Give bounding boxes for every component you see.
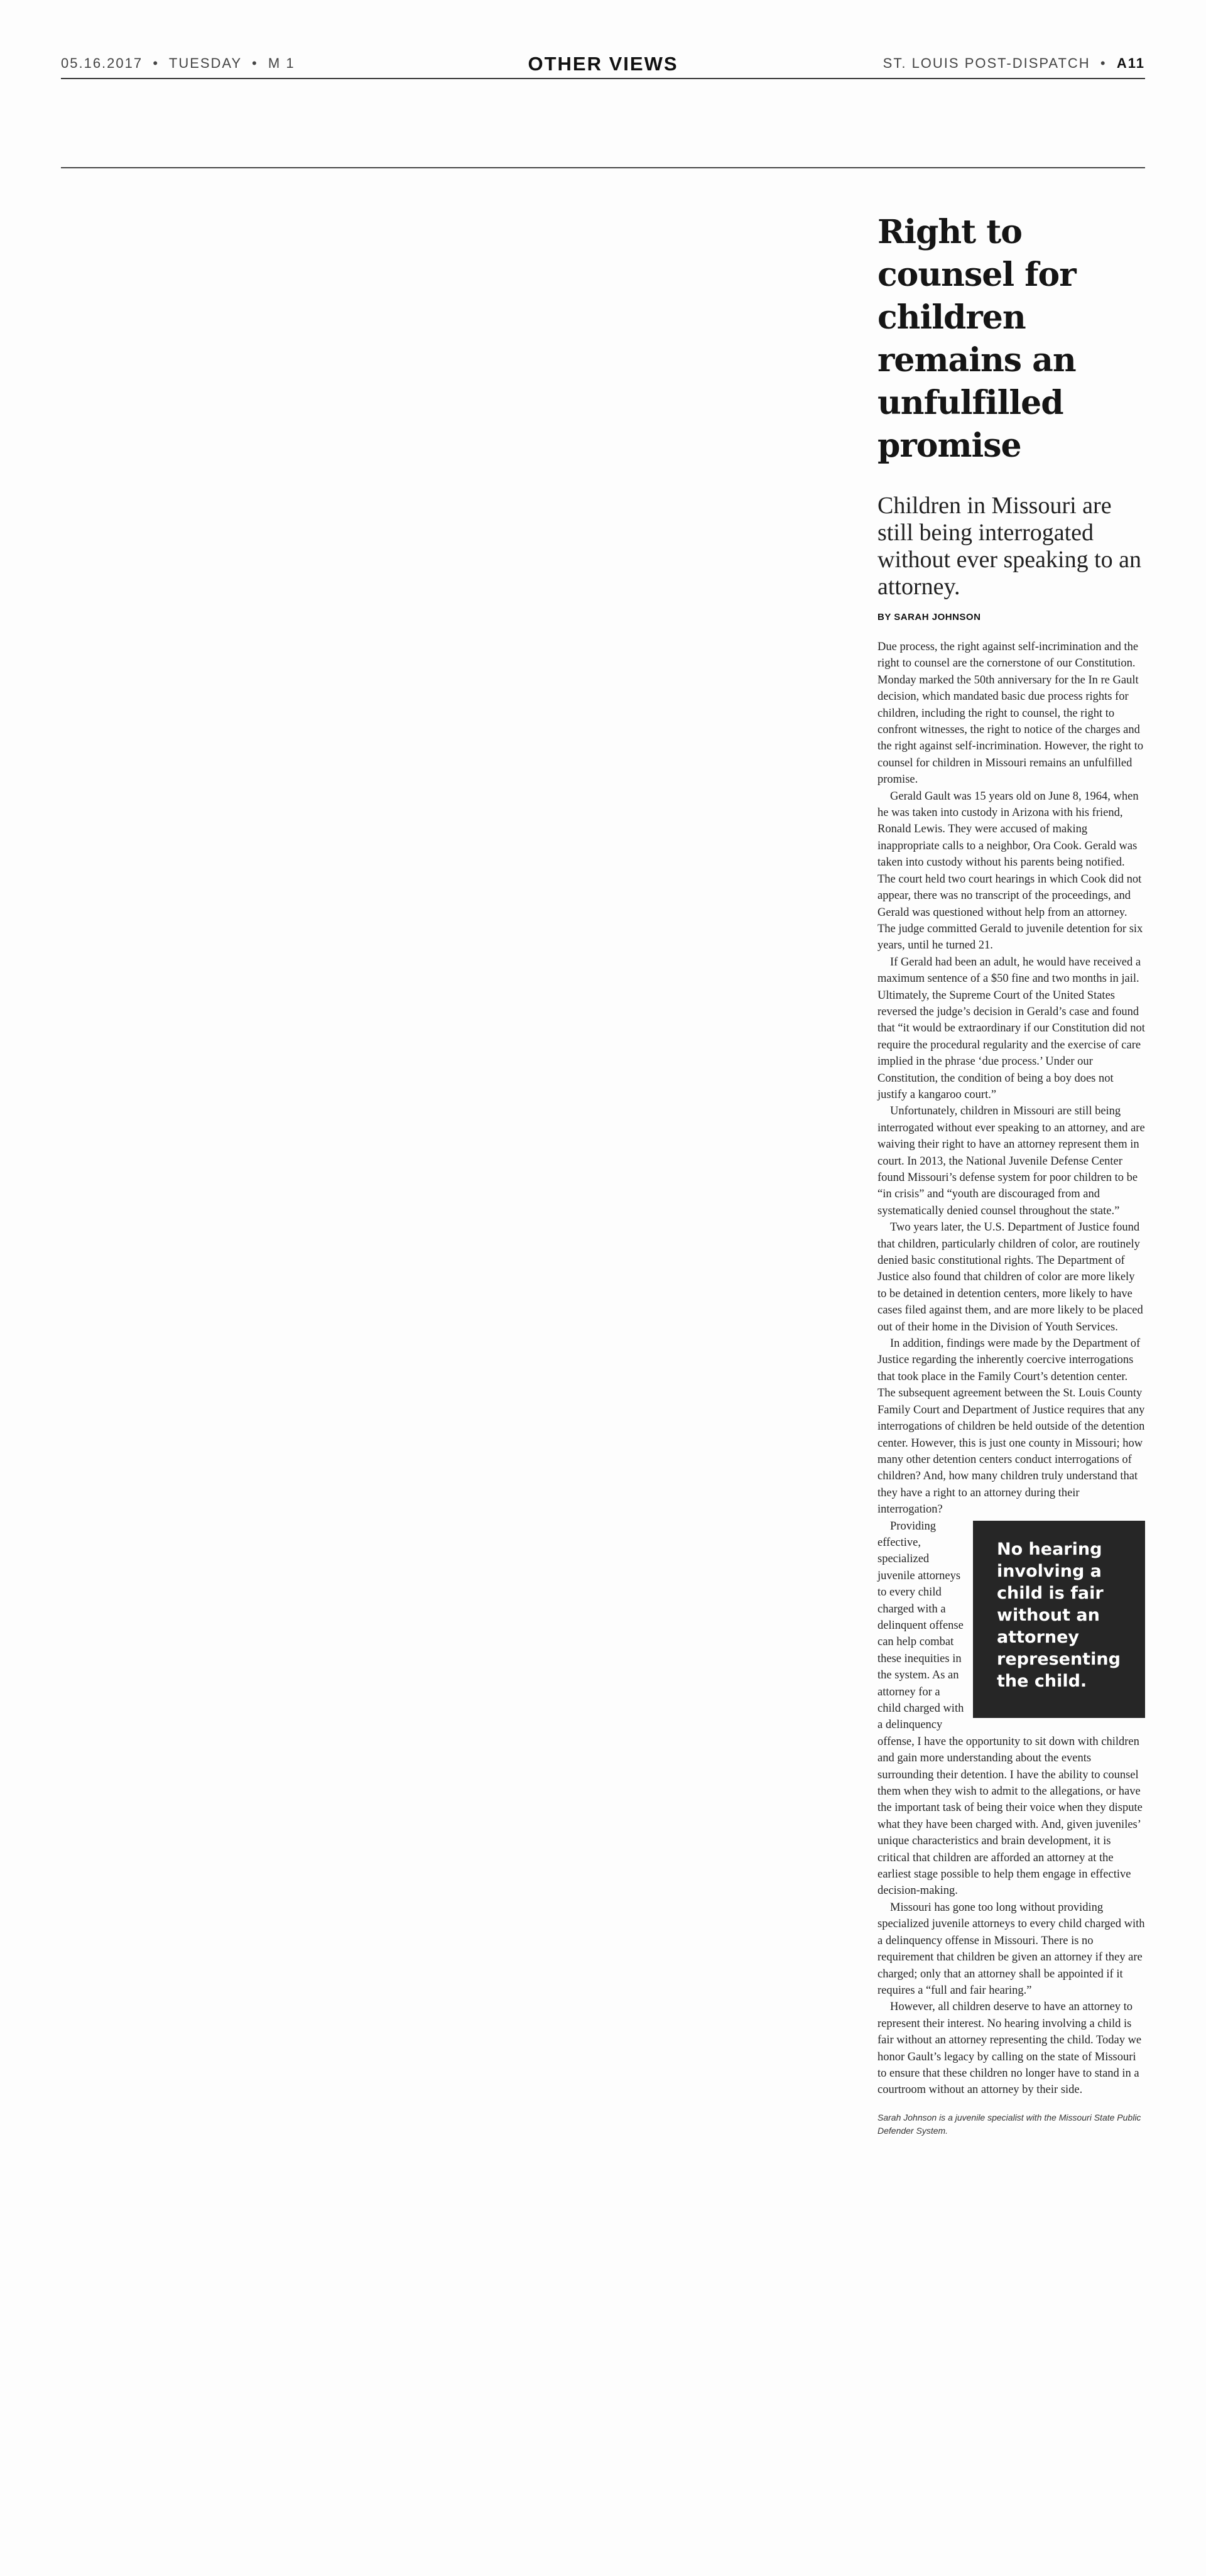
masthead-date: 05.16.2017	[61, 55, 143, 71]
masthead-dateline: 05.16.2017 • TUESDAY • M 1	[61, 55, 295, 71]
author-bio: Sarah Johnson is a juvenile specialist with the Missouri State Public Defender System.	[877, 2112, 1141, 2136]
masthead	[61, 53, 1145, 79]
pull-quote: No hearing involving a child is fair without an attorney representing the child.	[973, 1521, 1145, 1718]
article-byline: BY SARAH JOHNSON	[877, 612, 981, 622]
masthead-edition: M 1	[268, 55, 295, 71]
masthead-publication-line: ST. LOUIS POST-DISPATCH • A11	[883, 55, 1145, 71]
article-paragraph: Unfortunately, children in Missouri are still being interrogated without ever speaking to an attorney, and are waiving their right to have an attorney represent them in court. In 2013, the National Juvenile Defense Center found Missouri’s defense system for poor children to be “in crisis” and “youth are discouraged from and systematically denied counsel throughout the state.”	[877, 1105, 1145, 1217]
article-paragraph: Providing effective, specialized juvenile attorneys to every child charged with a delinquent offense can help combat these inequities in the system. As an attorney for a child charged with a delinquency offense, I have the opportunity to sit down with children and gain more understanding about the events surrounding their detention. I have the ability to counsel them when they wish to admit to the allegations, or have the important task of being their voice when they dispute what they have been charged with. And, given juveniles’ unique characteristics and brain development, it is critical that children are afforded an attorney at the earliest stage possible to help them engage in effective decision-making.	[877, 1519, 1143, 1898]
article-paragraph: Due process, the right against self-incrimination and the right to counsel are the cornerstone of our Constitution. Monday marked the 50th anniversary for the In re Gault decision, which mandated basic due process rights for children, including the right to counsel, the right to confront witnesses, the right to notice of the charges and the right against self-incrimination. However, the right to counsel for children in Missouri remains an unfulfilled promise.	[877, 641, 1144, 786]
section-divider	[61, 167, 1145, 168]
article	[877, 211, 1145, 2146]
article-subhead: Children in Missouri are still being interrogated without ever speaking to an attorney.	[877, 492, 1142, 600]
page-number: A11	[1116, 55, 1145, 71]
article-headline: Right to counsel for children remains an unfulfilled promise	[877, 213, 1076, 465]
article-paragraph: Missouri has gone too long without providing specialized juvenile attorneys to every child charged with a delinquency offense in Missouri. There is no requirement that children be given an attorney if they are charged; only that an attorney shall be appointed if it requires a “full and fair hearing.”	[877, 1901, 1145, 1997]
article-body	[877, 639, 1145, 2099]
article-paragraph: Gerald Gault was 15 years old on June 8, 1964, when he was taken into custody in Arizona with his friend, Ronald Lewis. They were accused of making inappropriate calls to a neighbor, Ora Cook. Gerald was taken into custody without his parents being notified. The court held two court hearings in which Cook did not appear, there was no transcript of the proceedings, and Gerald was questioned without help from an attorney. The judge committed Gerald to juvenile detention for six years, until he turned 21.	[877, 790, 1143, 952]
section-title: OTHER VIEWS	[528, 53, 678, 75]
article-paragraph: Two years later, the U.S. Department of Justice found that children, particularly children of color, are routinely denied basic constitutional rights. The Department of Justice also found that children of color are more likely to be detained in detention centers, more likely to have cases filed against them, and are more likely to be placed out of their home in the Division of Youth Services.	[877, 1221, 1143, 1334]
publication-name: ST. LOUIS POST-DISPATCH	[883, 55, 1090, 71]
masthead-day: TUESDAY	[168, 55, 242, 71]
article-paragraph: If Gerald had been an adult, he would have received a maximum sentence of a $50 fine and two months in jail. Ultimately, the Supreme Court of the United States reversed the judge’s decision in Gerald’s case and found that “it would be extraordinary if our Constitution did not require the procedural regularity and the exercise of care implied in the phrase ‘due process.’ Under our Constitution, the condition of being a boy does not justify a kangaroo court.”	[877, 955, 1145, 1101]
article-paragraph: However, all children deserve to have an attorney to represent their interest. No hearing involving a child is fair without an attorney representing the child. Today we honor Gault’s legacy by calling on the state of Missouri to ensure that these children no longer have to stand in a courtroom without an attorney by their side.	[877, 2001, 1142, 2097]
article-paragraph: In addition, findings were made by the Department of Justice regarding the inherently coercive interrogations that took place in the Family Court’s detention center. The subsequent agreement between the St. Louis County Family Court and Department of Justice requires that any interrogations of children be held outside of the detention center. However, this is just one county in Missouri; how many other detention centers conduct interrogations of children? And, how many children truly understand that they have a right to an attorney during their interrogation?	[877, 1337, 1145, 1516]
